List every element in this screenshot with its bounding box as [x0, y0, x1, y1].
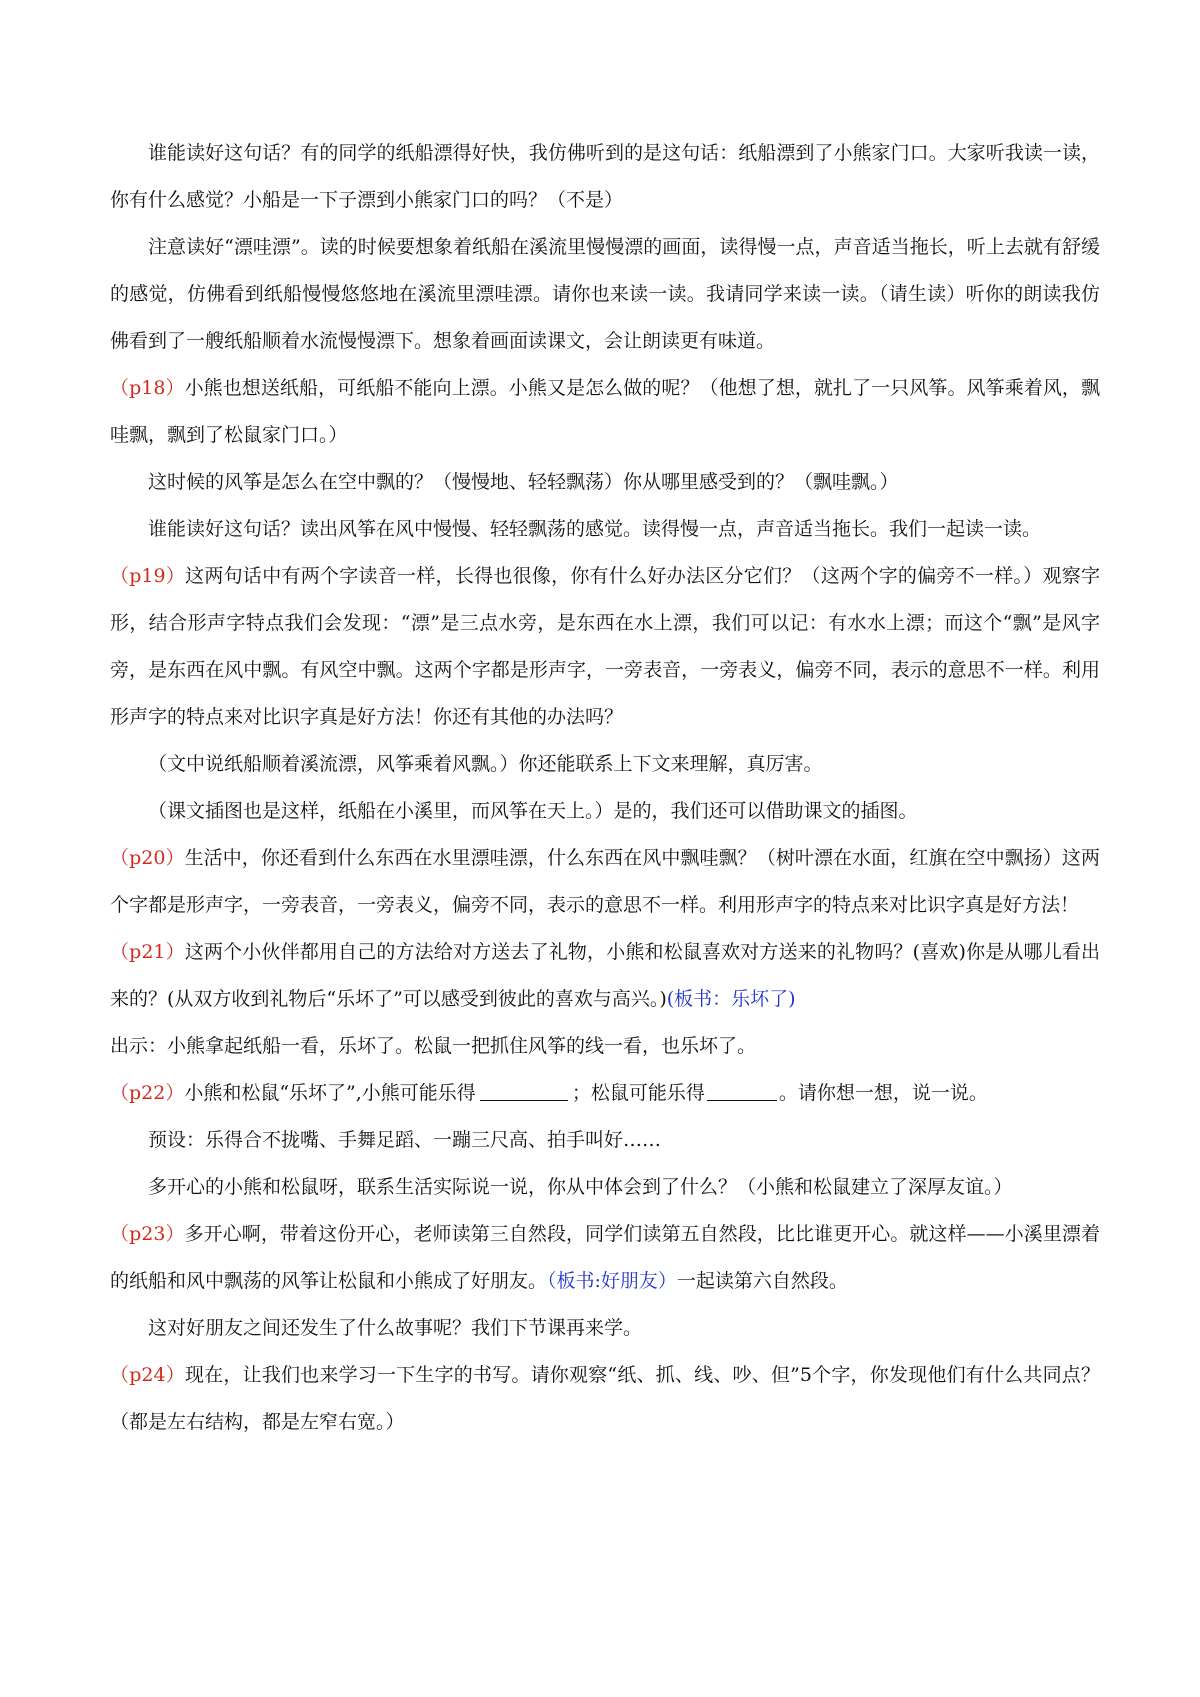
- paragraph-text: 多开心啊，带着这份开心，老师读第三自然段，同学们读第五自然段，比比谁更开心。就这样——小溪里漂着的纸船和风中飘荡的风筝让松鼠和小熊成了好朋友。: [110, 1223, 1100, 1292]
- paragraph-p23: [110, 1211, 1100, 1305]
- lesson-plan-page: [110, 130, 1100, 1446]
- paragraph-text: 。请你想一想，说一说。: [778, 1082, 988, 1104]
- paragraph-preset: 预设：乐得合不拢嘴、手舞足蹈、一蹦三尺高、拍手叫好……: [148, 1129, 662, 1151]
- paragraph-kite-question: 这时候的风筝是怎么在空中飘的？（慢慢地、轻轻飘荡）你从哪里感受到的？（飘哇飘。）: [148, 471, 899, 493]
- slide-tag: （p20）: [110, 847, 185, 869]
- fill-blank: [480, 1078, 568, 1101]
- paragraph-text: 小熊和松鼠“乐坏了”,小熊可能乐得: [184, 1082, 476, 1104]
- board-note: （板书:好朋友）: [547, 1270, 677, 1292]
- slide-tag: （p21）: [110, 941, 185, 963]
- paragraph-p18: [110, 365, 1100, 459]
- paragraph-text: 生活中，你还看到什么东西在水里漂哇漂，什么东西在风中飘哇飘？（树叶漂在水面，红旗在空中飘扬）这两个字都是形声字，一旁表音，一旁表义，偏旁不同，表示的意思不一样。利用形声字的特点来对比识字真是好方法！: [110, 847, 1100, 916]
- paragraph-text: 一起读第六自然段。: [676, 1270, 848, 1292]
- paragraph-happy: 多开心的小熊和松鼠呀，联系生活实际说一说，你从中体会到了什么？（小熊和松鼠建立了深厚友谊。）: [148, 1176, 1013, 1198]
- paragraph-text: 这两个小伙伴都用自己的方法给对方送去了礼物，小熊和松鼠喜欢对方送来的礼物吗？(喜欢)你是从哪儿看出来的？(从双方收到礼物后“乐坏了”可以感受到彼此的喜欢与高兴。): [110, 941, 1101, 1010]
- paragraph-text: 这两句话中有两个字读音一样，长得也很像，你有什么好办法区分它们？（这两个字的偏旁不一样。）观察字形，结合形声字特点我们会发现：“漂”是三点水旁，是东西在水上漂，我们可以记：有水水上漂；而这个“飘”是风字旁，是东西在风中飘。有风空中飘。这两个字都是形声字，一旁表音，一旁表义，偏旁不同，表示的意思不一样。利用形声字的特点来对比识字真是好方法！你还有其他的办法吗？: [110, 565, 1100, 728]
- fill-blank: [707, 1078, 777, 1101]
- paragraph-illustration: （课文插图也是这样，纸船在小溪里，而风筝在天上。）是的，我们还可以借助课文的插图。: [148, 800, 918, 822]
- slide-tag: （p18）: [110, 377, 185, 399]
- paragraph-text: ；松鼠可能乐得: [571, 1082, 705, 1104]
- board-note: (板书：乐坏了): [666, 988, 796, 1010]
- paragraph-p21: [110, 929, 1100, 1023]
- slide-tag: （p24）: [110, 1364, 185, 1386]
- paragraph-display: 出示：小熊拿起纸船一看，乐坏了。松鼠一把抓住风筝的线一看，也乐坏了。: [110, 1035, 757, 1057]
- slide-tag: （p23）: [110, 1223, 185, 1245]
- slide-tag: （p22）: [110, 1082, 185, 1104]
- paragraph-p20: [110, 835, 1100, 929]
- paragraph-next-class: 这对好朋友之间还发生了什么故事呢？我们下节课再来学。: [148, 1317, 643, 1339]
- paragraph-p22: [110, 1070, 1100, 1117]
- paragraph-p24: [110, 1352, 1100, 1446]
- paragraph-context: （文中说纸船顺着溪流漂，风筝乘着风飘。）你还能联系上下文来理解，真厉害。: [148, 753, 823, 775]
- slide-tag: （p19）: [110, 565, 186, 587]
- paragraph-piao-wa-piao: 注意读好“漂哇漂”。读的时候要想象着纸船在溪流里慢慢漂的画面，读得慢一点，声音适当拖长，听上去就有舒缓的感觉，仿佛看到纸船慢慢悠悠地在溪流里漂哇漂。请你也来读一读。我请同学来读一读。（请生读）听你的朗读我仿佛看到了一艘纸船顺着水流慢慢漂下。想象着画面读课文，会让朗读更有味道。: [110, 236, 1100, 352]
- paragraph-read-kite: 谁能读好这句话？读出风筝在风中慢慢、轻轻飘荡的感觉。读得慢一点，声音适当拖长。我们一起读一读。: [148, 518, 1042, 540]
- paragraph-text: 小熊也想送纸船，可纸船不能向上漂。小熊又是怎么做的呢？（他想了想，就扎了一只风筝。风筝乘着风，飘哇飘，飘到了松鼠家门口。）: [110, 377, 1100, 446]
- paragraph-reading-boat: 谁能读好这句话？有的同学的纸船漂得好快，我仿佛听到的是这句话：纸船漂到了小熊家门口。大家听我读一读，你有什么感觉？小船是一下子漂到小熊家门口的吗？（不是）: [110, 142, 1100, 211]
- paragraph-p19: [110, 553, 1100, 741]
- paragraph-text: 现在，让我们也来学习一下生字的书写。请你观察“纸、抓、线、吵、但”5个字，你发现他们有什么共同点？（都是左右结构，都是左窄右宽。）: [110, 1364, 1100, 1433]
